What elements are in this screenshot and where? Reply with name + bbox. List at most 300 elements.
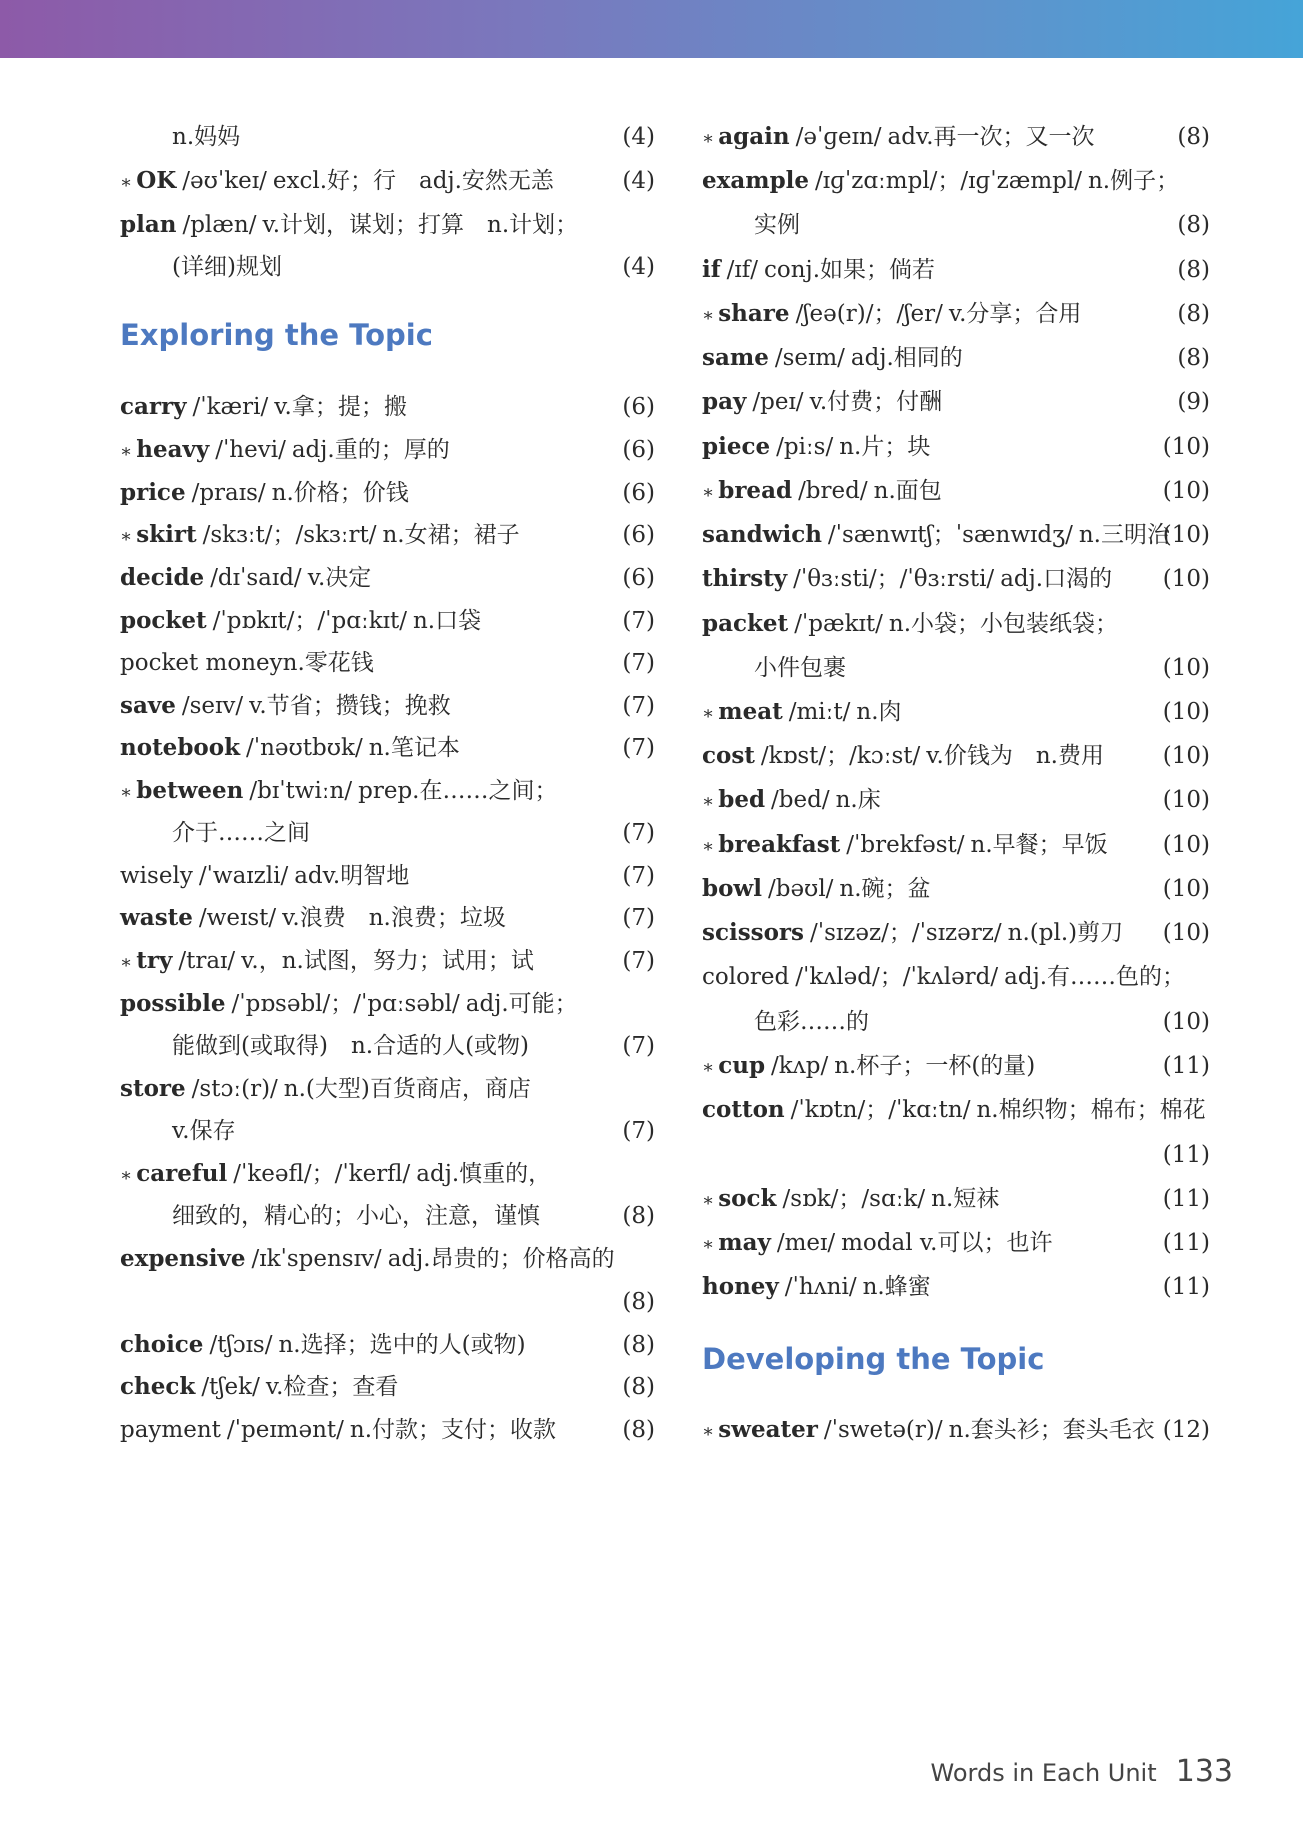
entry-text — [702, 253, 935, 287]
glossary-entry — [702, 1413, 1210, 1447]
phonetic: /ˈhevi/ — [215, 437, 286, 463]
entry-text — [702, 1413, 1155, 1449]
headword: thirsty — [702, 565, 788, 592]
phonetic: /ˈnəʊtbʊk/ — [246, 735, 363, 761]
entry-text — [120, 987, 578, 1021]
headword: possible — [120, 990, 226, 1017]
page-number: 133 — [1175, 1754, 1233, 1789]
entry-text — [702, 695, 902, 731]
definition: conj.如果；倘若 — [764, 257, 935, 283]
definition: adj.口渴的 — [1000, 566, 1113, 592]
entry-text — [120, 816, 310, 850]
entry-text — [702, 872, 931, 906]
phonetic: /kʌp/ — [771, 1053, 829, 1079]
entry-text — [120, 731, 460, 765]
glossary-entry — [120, 731, 655, 765]
entry-text — [120, 901, 506, 935]
definition: v.计划，谋划；打算 n.计划； — [262, 212, 579, 238]
unit-number: (8) — [1177, 124, 1210, 150]
definition: v.拿；提；搬 — [274, 394, 407, 420]
glossary-entry — [702, 562, 1210, 596]
definition: n.碗；盆 — [839, 876, 931, 902]
unit-number: (10) — [1162, 1009, 1210, 1035]
phonetic: /bəʊl/ — [767, 876, 834, 902]
glossary-entry — [702, 208, 1210, 242]
headword: choice — [120, 1331, 204, 1358]
definition: adj.可能； — [465, 991, 578, 1017]
unit-number: (6) — [622, 480, 655, 506]
unit-number: (7) — [622, 1033, 655, 1059]
definition: v.付费；付酬 — [809, 389, 943, 415]
unit-number: (8) — [1177, 345, 1210, 371]
phonetic: /ˈswetə(r)/ — [823, 1417, 943, 1443]
definition: adj.相同的 — [850, 345, 963, 371]
definition: n.三明治 — [1078, 522, 1170, 548]
entry-text — [702, 1093, 1206, 1127]
phonetic: /ˈθɜːsti/；/ˈθɜːrsti/ — [793, 566, 995, 592]
headword: cost — [702, 742, 755, 769]
definition: n.妈妈 — [172, 124, 241, 150]
glossary-entry — [702, 253, 1210, 287]
entry-text — [120, 390, 407, 424]
glossary-entry — [702, 1226, 1210, 1260]
entry-text — [120, 164, 554, 200]
phonetic: /ˈhʌni/ — [784, 1274, 857, 1300]
glossary-entry — [120, 1328, 655, 1362]
phonetic: /peɪ/ — [752, 389, 804, 415]
definition: adj.重的；厚的 — [291, 437, 450, 463]
glossary-entry — [702, 651, 1210, 685]
entry-text — [702, 1226, 1052, 1262]
headword: price — [120, 479, 186, 506]
asterisk-icon: ∗ — [702, 128, 715, 149]
unit-number: (11) — [1162, 1274, 1210, 1300]
definition: n.笔记本 — [368, 735, 460, 761]
unit-number: (11) — [1162, 1230, 1210, 1256]
definition: adj.昂贵的；价格高的 — [387, 1246, 615, 1272]
definition: n.肉 — [856, 699, 902, 725]
phonetic: /əˈɡeɪn/ — [795, 124, 882, 150]
asterisk-icon: ∗ — [120, 1165, 133, 1186]
entry-text — [120, 859, 409, 893]
phonetic: /ˈwaɪzli/ — [198, 863, 289, 889]
headword: same — [702, 344, 769, 371]
entry-text — [702, 1270, 931, 1304]
asterisk-icon: ∗ — [702, 791, 715, 812]
unit-number: (8) — [622, 1332, 655, 1358]
entry-text — [120, 250, 282, 284]
unit-number: (11) — [1162, 1053, 1210, 1079]
headword: OK — [136, 167, 177, 194]
definition: n.选择；选中的人(或物) — [278, 1332, 526, 1358]
entry-text — [120, 1328, 526, 1362]
unit-number: (7) — [622, 1118, 655, 1144]
phonetic: /skɜːt/；/skɜːrt/ — [202, 522, 377, 548]
asterisk-icon: ∗ — [120, 172, 133, 193]
glossary-entry — [702, 297, 1210, 331]
entry-text — [120, 1413, 556, 1447]
phonetic: /ˈkeəfl/；/ˈkerfl/ — [233, 1161, 411, 1187]
phonetic: /kɒst/；/kɔːst/ — [760, 743, 921, 769]
headword: cup — [718, 1052, 766, 1079]
headword: careful — [136, 1160, 228, 1187]
definition: 实例 — [754, 212, 800, 238]
phonetic: /piːs/ — [776, 434, 834, 460]
headword: honey — [702, 1273, 779, 1300]
definition: 细致的，精心的；小心，注意，谨慎 — [172, 1203, 540, 1229]
unit-number: (10) — [1162, 832, 1210, 858]
definition: v.价钱为 n.费用 — [926, 743, 1104, 769]
glossary-entry — [702, 1270, 1210, 1304]
unit-number: (7) — [622, 905, 655, 931]
phonetic: /ɪɡˈzɑːmpl/；/ɪɡˈzæmpl/ — [815, 168, 1082, 194]
definition: adv.明智地 — [294, 863, 410, 889]
phonetic: /ˈpækɪt/ — [794, 611, 883, 637]
definition: n.片；块 — [839, 434, 931, 460]
glossary-entry — [120, 561, 655, 595]
unit-number: (9) — [1177, 389, 1210, 415]
entry-text — [120, 208, 578, 242]
asterisk-icon: ∗ — [702, 482, 715, 503]
glossary-entry — [702, 960, 1210, 994]
definition: modal v.可以；也许 — [841, 1230, 1053, 1256]
phonetic: /əʊˈkeɪ/ — [182, 168, 267, 194]
glossary-entry — [120, 120, 655, 154]
unit-number: (10) — [1162, 876, 1210, 902]
phonetic: /praɪs/ — [191, 480, 266, 506]
glossary-entry — [702, 1049, 1210, 1083]
glossary-entry — [120, 250, 655, 284]
glossary-entry — [702, 739, 1210, 773]
entry-text — [702, 607, 1118, 641]
unit-number: (4) — [622, 124, 655, 150]
entry-text — [120, 1157, 551, 1193]
definition: n.(pl.)剪刀 — [1007, 920, 1124, 946]
entry-text — [120, 1242, 615, 1276]
glossary-entry — [120, 1413, 655, 1447]
phonetic: /ɪf/ — [726, 257, 759, 283]
headword: example — [702, 167, 810, 194]
glossary-entry — [120, 1242, 655, 1276]
unit-number: (6) — [622, 437, 655, 463]
glossary-entry — [120, 164, 655, 198]
headword: pay — [702, 388, 747, 415]
glossary-entry — [120, 987, 655, 1021]
headword: heavy — [136, 436, 210, 463]
entry-text — [120, 604, 481, 638]
entry-text — [702, 208, 800, 242]
entry-text — [702, 1182, 999, 1218]
headword: scissors — [702, 919, 804, 946]
definition: n.价格；价钱 — [271, 480, 409, 506]
glossary-entry — [702, 872, 1210, 906]
headword: packet — [702, 610, 789, 637]
definition: n.棉织物；棉布；棉花 — [976, 1097, 1206, 1123]
unit-number: (10) — [1162, 655, 1210, 681]
headword: pocket — [120, 607, 207, 634]
headword: check — [120, 1373, 196, 1400]
headword: notebook — [120, 734, 241, 761]
definition: 能做到(或取得) n.合适的人(或物) — [172, 1033, 530, 1059]
entry-text — [702, 430, 930, 464]
entry-text — [702, 1005, 869, 1039]
headword: colored — [702, 964, 790, 990]
headword: sock — [718, 1185, 777, 1212]
entry-text — [120, 561, 371, 595]
asterisk-icon: ∗ — [702, 1234, 715, 1255]
entry-text — [702, 1049, 1035, 1085]
header-banner — [0, 0, 1303, 58]
entry-text — [120, 646, 374, 680]
definition: v.浪费 n.浪费；垃圾 — [282, 905, 506, 931]
unit-number: (10) — [1162, 743, 1210, 769]
glossary-entry — [120, 1285, 655, 1319]
entry-text — [120, 689, 451, 723]
glossary-entry — [702, 1093, 1210, 1127]
definition: n.面包 — [873, 478, 942, 504]
asterisk-icon: ∗ — [120, 782, 133, 803]
entry-text — [120, 1114, 236, 1148]
entry-text — [120, 120, 240, 154]
unit-number: (10) — [1162, 787, 1210, 813]
phonetic: /dɪˈsaɪd/ — [210, 565, 302, 591]
unit-number: (11) — [1162, 1186, 1210, 1212]
entry-text — [702, 385, 942, 419]
phonetic: /ɪkˈspensɪv/ — [251, 1246, 382, 1272]
definition: n.蜂蜜 — [862, 1274, 931, 1300]
glossary-entry — [702, 518, 1210, 552]
definition: n.女裙；裙子 — [382, 522, 520, 548]
phonetic: /ˈkɒtn/；/ˈkɑːtn/ — [790, 1097, 971, 1123]
definition: 小件包裹 — [754, 655, 846, 681]
phonetic: /seɪm/ — [774, 345, 845, 371]
headword: carry — [120, 393, 187, 420]
phonetic: /ˈkæri/ — [192, 394, 269, 420]
glossary-entry — [702, 1182, 1210, 1216]
entry-text — [702, 518, 1170, 552]
entry-text — [120, 774, 558, 810]
unit-number: (10) — [1162, 522, 1210, 548]
glossary-entry — [702, 1005, 1210, 1039]
phonetic: /weɪst/ — [198, 905, 277, 931]
phonetic: /bɪˈtwiːn/ — [249, 778, 353, 804]
glossary-entry — [120, 433, 655, 467]
phonetic: /meɪ/ — [776, 1230, 836, 1256]
headword: sweater — [718, 1416, 818, 1443]
unit-number: (4) — [622, 254, 655, 280]
definition: v.保存 — [172, 1118, 236, 1144]
headword: may — [718, 1229, 771, 1256]
entry-text — [702, 651, 846, 685]
asterisk-icon: ∗ — [120, 441, 133, 462]
glossary-entry — [120, 859, 655, 893]
entry-text — [702, 916, 1123, 950]
entry-text — [702, 297, 1081, 333]
unit-number: (6) — [622, 522, 655, 548]
headword: piece — [702, 433, 771, 460]
glossary-entry — [120, 901, 655, 935]
unit-number: (6) — [622, 394, 655, 420]
unit-number: (10) — [1162, 478, 1210, 504]
headword: between — [136, 777, 244, 804]
glossary-entry — [702, 1138, 1210, 1172]
glossary-entry — [120, 944, 655, 978]
entry-text — [702, 164, 1179, 198]
entry-text — [702, 828, 1108, 864]
definition: n.口袋 — [412, 608, 482, 634]
asterisk-icon: ∗ — [702, 1057, 715, 1078]
definition: v.，n.试图，努力；试用；试 — [241, 948, 534, 974]
unit-number: (7) — [622, 650, 655, 676]
glossary-entry — [702, 120, 1210, 154]
unit-number: (10) — [1162, 699, 1210, 725]
entry-text — [120, 1370, 398, 1404]
glossary-entry — [120, 208, 655, 242]
unit-number: (7) — [622, 693, 655, 719]
headword: bread — [718, 477, 793, 504]
headword: cotton — [702, 1096, 785, 1123]
headword: expensive — [120, 1245, 246, 1272]
definition: excl.好；行 adj.安然无恙 — [272, 168, 554, 194]
entry-text — [702, 474, 942, 510]
section-heading-developing: Developing the Topic — [702, 1342, 1045, 1376]
headword: again — [718, 123, 790, 150]
headword: if — [702, 256, 721, 283]
glossary-entry — [120, 518, 655, 552]
glossary-entry — [120, 646, 655, 680]
definition: v.分享；合用 — [948, 301, 1082, 327]
phonetic: /ˈpɒkɪt/；/ˈpɑːkɪt/ — [212, 608, 407, 634]
definition: n.床 — [835, 787, 881, 813]
unit-number: (8) — [1177, 257, 1210, 283]
glossary-entry — [120, 604, 655, 638]
definition: n.零花钱 — [282, 650, 374, 676]
phonetic: /miːt/ — [788, 699, 851, 725]
headword: wisely — [120, 863, 193, 889]
headword: meat — [718, 698, 783, 725]
headword: share — [718, 300, 790, 327]
definition: prep.在……之间； — [358, 778, 558, 804]
phonetic: /ˈsɪzəz/；/ˈsɪzərz/ — [810, 920, 1002, 946]
phonetic: /seɪv/ — [181, 693, 244, 719]
definition: 色彩……的 — [754, 1009, 869, 1035]
unit-number: (11) — [1162, 1142, 1210, 1168]
phonetic: /ˈpɒsəbl/；/ˈpɑːsəbl/ — [231, 991, 460, 1017]
glossary-entry — [702, 430, 1210, 464]
glossary-entry — [120, 774, 655, 808]
entry-text — [120, 1029, 529, 1063]
entry-text — [120, 433, 450, 469]
glossary-entry — [120, 1114, 655, 1148]
glossary-entry — [120, 476, 655, 510]
headword: bowl — [702, 875, 762, 902]
definition: n.套头衫；套头毛衣 — [948, 1417, 1155, 1443]
unit-number: (8) — [622, 1374, 655, 1400]
glossary-entry — [702, 916, 1210, 950]
phonetic: /bed/ — [771, 787, 830, 813]
headword: payment — [120, 1417, 221, 1443]
asterisk-icon: ∗ — [702, 1421, 715, 1442]
asterisk-icon: ∗ — [702, 836, 715, 857]
unit-number: (7) — [622, 735, 655, 761]
section-heading-exploring: Exploring the Topic — [120, 318, 433, 352]
phonetic: /bred/ — [798, 478, 868, 504]
headword: breakfast — [718, 831, 841, 858]
unit-number: (8) — [622, 1203, 655, 1229]
glossary-entry — [702, 783, 1210, 817]
headword: sandwich — [702, 521, 822, 548]
phonetic: /tʃɔɪs/ — [209, 1332, 273, 1358]
definition: adv.再一次；又一次 — [887, 124, 1095, 150]
phonetic: /ˈsænwɪtʃ；ˈsænwɪdʒ/ — [827, 522, 1073, 548]
entry-text — [120, 1199, 540, 1233]
definition: 介于……之间 — [172, 820, 310, 846]
phonetic: /traɪ/ — [178, 948, 236, 974]
glossary-entry — [702, 164, 1210, 198]
unit-number: (10) — [1162, 920, 1210, 946]
phonetic: /ˈpeɪmənt/ — [226, 1417, 344, 1443]
glossary-entry — [702, 474, 1210, 508]
glossary-entry — [702, 607, 1210, 641]
headword: save — [120, 692, 176, 719]
glossary-entry — [702, 385, 1210, 419]
phonetic: /plæn/ — [182, 212, 257, 238]
glossary-entry — [120, 816, 655, 850]
unit-number: (6) — [622, 565, 655, 591]
definition: v.检查；查看 — [265, 1374, 399, 1400]
entry-text — [702, 783, 881, 819]
glossary-entry — [120, 1072, 655, 1106]
definition: n.短袜 — [931, 1186, 1000, 1212]
unit-number: (7) — [622, 608, 655, 634]
unit-number: (7) — [622, 863, 655, 889]
unit-number: (7) — [622, 820, 655, 846]
headword: plan — [120, 211, 177, 238]
definition: n.例子； — [1087, 168, 1180, 194]
entry-text — [120, 1072, 531, 1106]
phonetic: /tʃek/ — [201, 1374, 260, 1400]
unit-number: (10) — [1162, 434, 1210, 460]
glossary-entry — [120, 1157, 655, 1191]
unit-number: (4) — [622, 168, 655, 194]
asterisk-icon: ∗ — [702, 703, 715, 724]
definition: n.小袋；小包装纸袋； — [888, 611, 1119, 637]
asterisk-icon: ∗ — [702, 305, 715, 326]
definition: n.早餐；早饭 — [970, 832, 1108, 858]
headword: decide — [120, 564, 205, 591]
unit-number: (7) — [622, 948, 655, 974]
entry-text — [702, 739, 1104, 773]
unit-number: (8) — [622, 1417, 655, 1443]
phonetic: /sɒk/；/sɑːk/ — [782, 1186, 926, 1212]
headword: skirt — [136, 521, 197, 548]
asterisk-icon: ∗ — [702, 1190, 715, 1211]
asterisk-icon: ∗ — [120, 952, 133, 973]
headword: waste — [120, 904, 193, 931]
entry-text — [702, 341, 963, 375]
asterisk-icon: ∗ — [120, 526, 133, 547]
entry-text — [120, 518, 520, 554]
entry-text — [120, 944, 534, 980]
definition: n.(大型)百货商店，商店 — [283, 1076, 531, 1102]
phonetic: /ˈkʌləd/；/ˈkʌlərd/ — [795, 964, 999, 990]
definition: (详细)规划 — [172, 254, 282, 280]
glossary-entry — [120, 1029, 655, 1063]
headword: bed — [718, 786, 766, 813]
entry-text — [702, 562, 1112, 596]
headword: store — [120, 1075, 186, 1102]
definition: n.杯子；一杯(的量) — [834, 1053, 1036, 1079]
